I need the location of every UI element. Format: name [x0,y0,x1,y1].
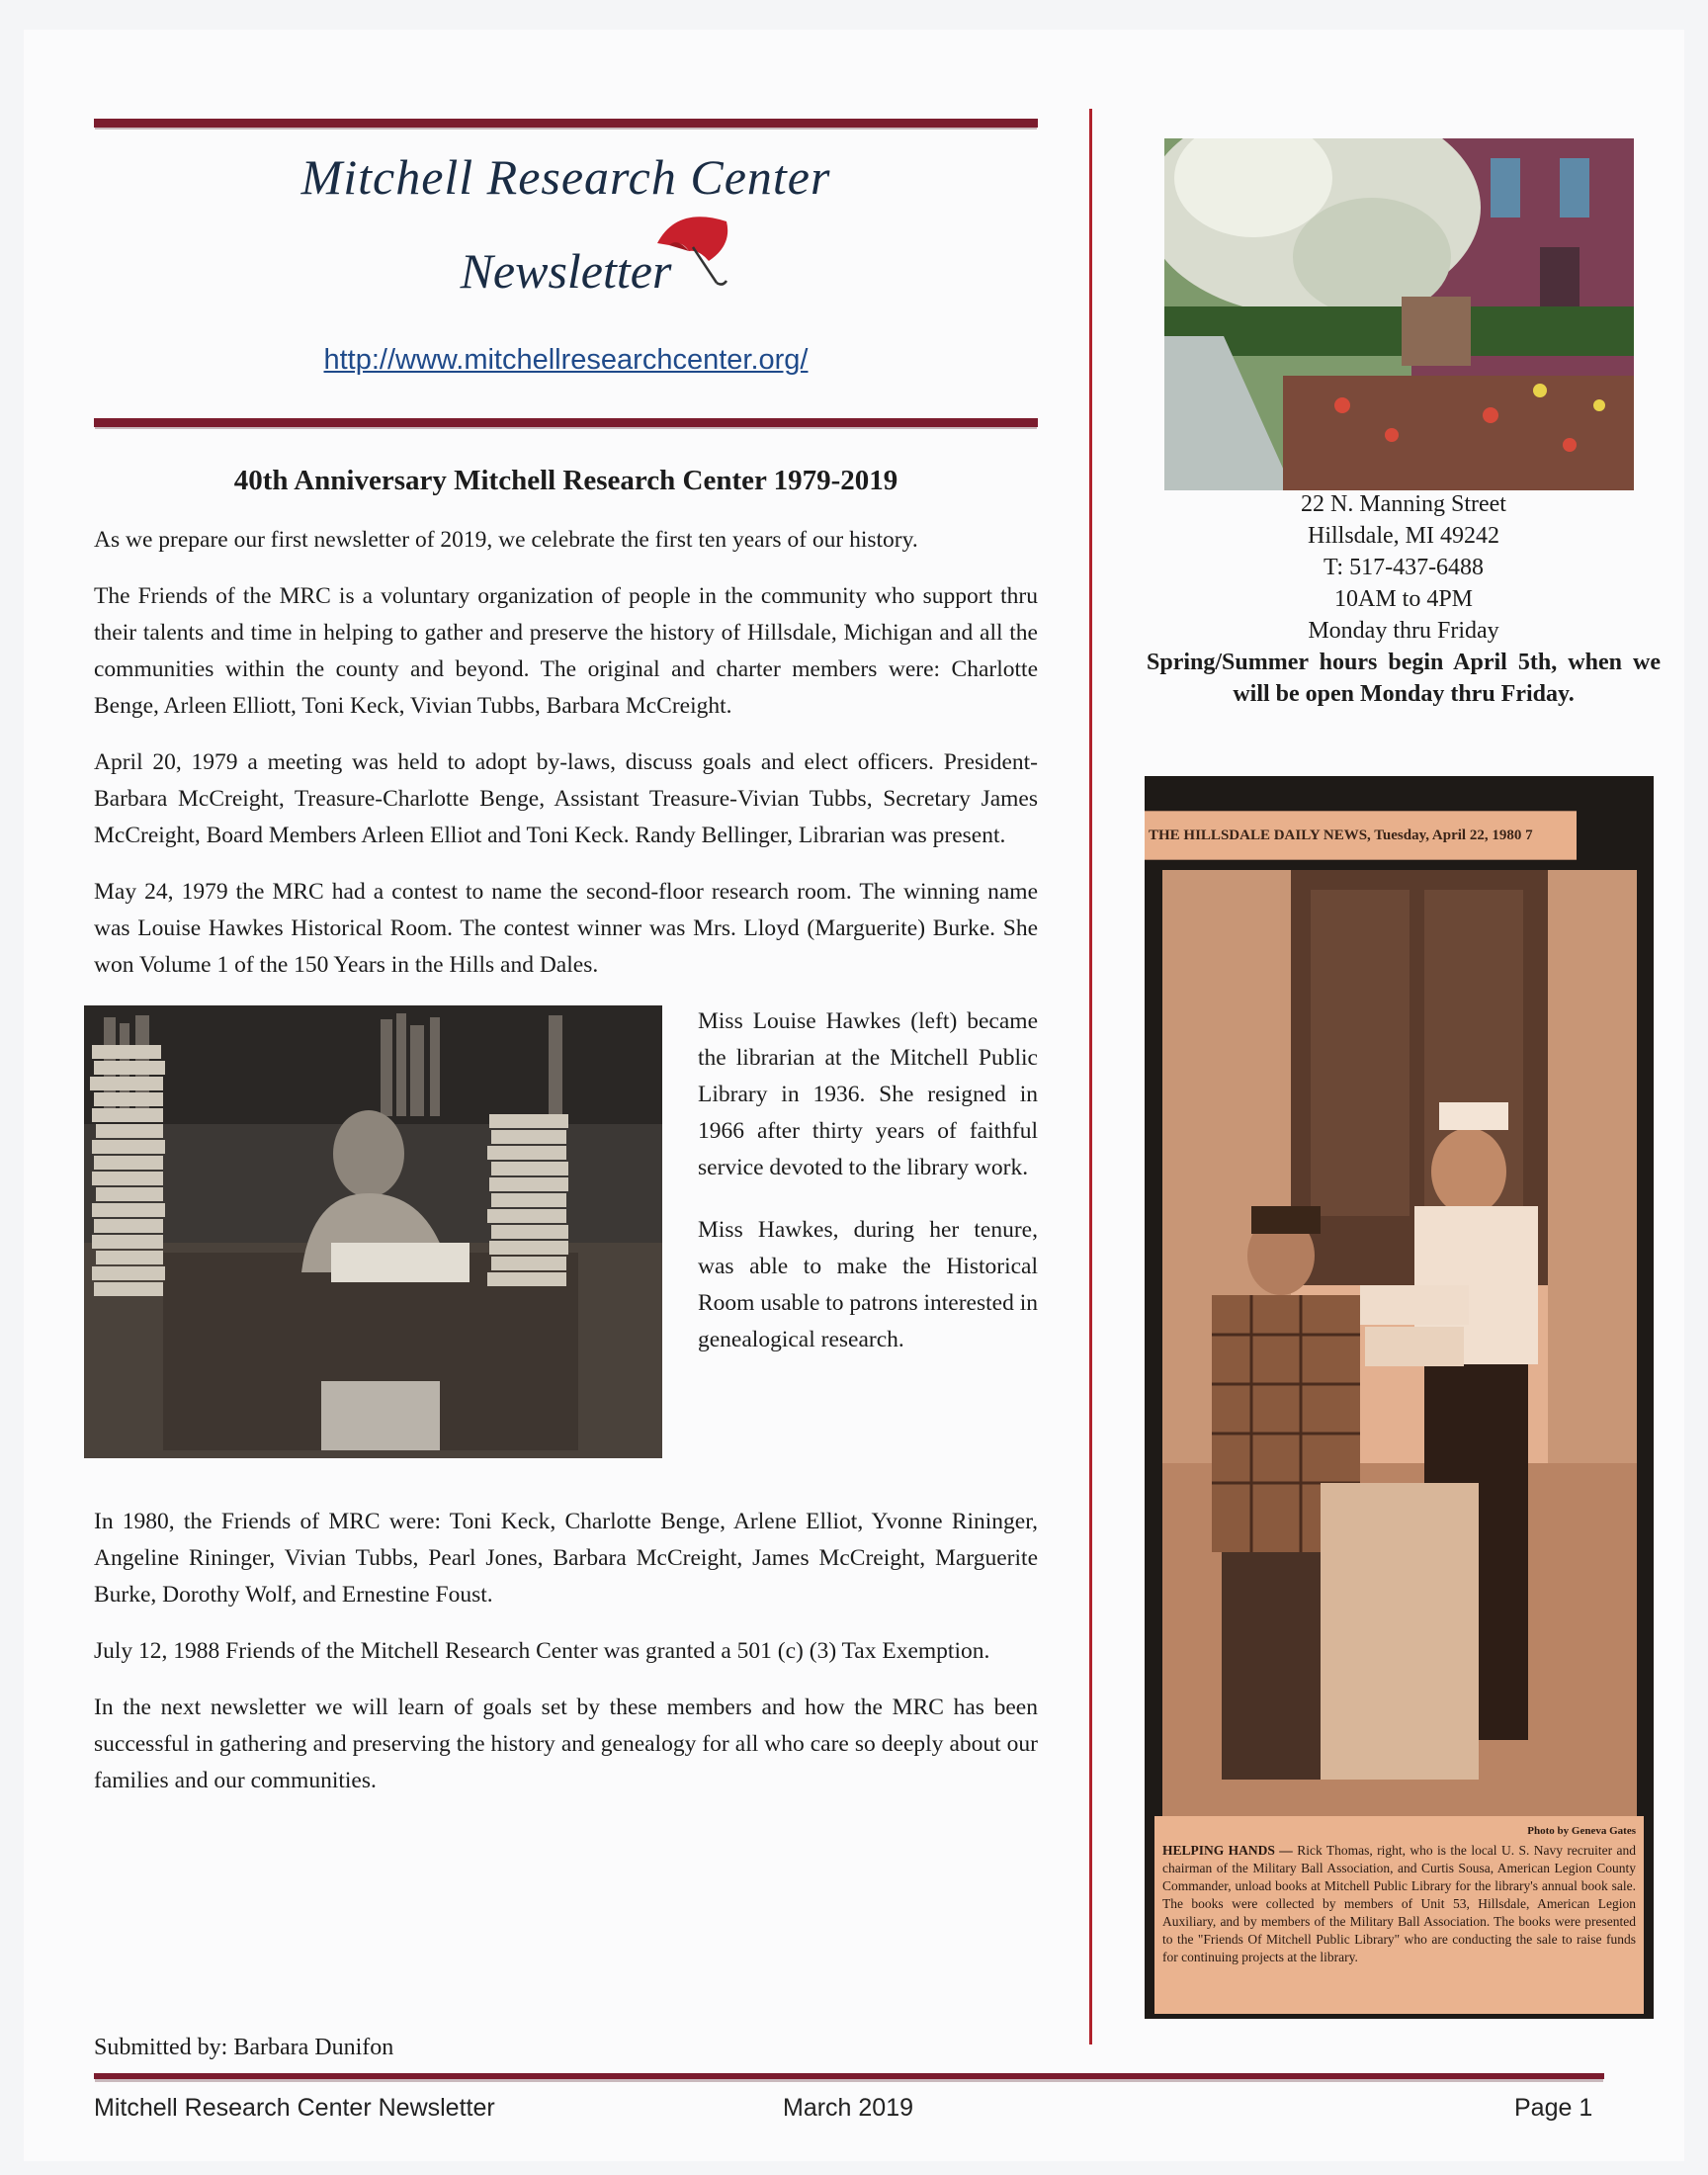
address-line2: Hillsdale, MI 49242 [1308,523,1499,549]
caption-paragraph: Miss Hawkes, during her tenure, was able to make the Historical Room usable to patrons interested in genealogical research. [698,1217,1038,1352]
clipping-photo [1162,870,1637,1816]
footer-left: Mitchell Research Center Newsletter [94,2094,495,2122]
librarian-photo-caption [698,1003,1038,1384]
column-divider [1089,109,1092,2044]
hours-note: Spring/Summer hours begin April 5th, when we will be open Monday thru Friday. [1147,650,1661,707]
masthead-title: Mitchell Research Center [300,149,831,205]
article-paragraph: May 24, 1979 the MRC had a contest to name the second-floor research room. The winning name was Louise Hawkes Historical Room. The contest winner was Mrs. Lloyd (Marguerite) Burke. She won Volume 1 of the 150 Years in the Hills and Dales. [94,879,1038,978]
article-paragraph: July 12, 1988 Friends of the Mitchell Research Center was granted a 501 (c) (3) Tax Exemption. [94,1638,990,1664]
clipping-caption [1154,1816,1644,2014]
newspaper-clipping [1145,776,1654,2019]
contact-info [1127,488,1680,710]
article-paragraph: The Friends of the MRC is a voluntary organization of people in the community who support thru their talents and time in helping to gather and preserve the history of Hillsdale, Michigan and all the communities within the county and beyond. The original and charter members were: Charlotte Benge, Arleen Elliott, Toni Keck, Vivian Tubbs, Barbara McCreight. [94,583,1038,719]
caption-body: Rick Thomas, right, who is the local U. S. Navy recruiter and chairman of the Military Ball Association, and Curtis Sousa, American Legion County Commander, unload books at Mitchell Public Library for the library's annual book sale. The books were collected by members of Unit 53, Hillsdale, American Legion Auxiliary, and by members of the Military Ball Association. The books were presented to the "Friends Of Mitchell Public Library" who are conducting the sale to raise funds for continuing projects at the library. [1162,1843,1636,1964]
footer-rule [94,2073,1604,2079]
article-paragraph: As we prepare our first newsletter of 2019, we celebrate the first ten years of our history. [94,527,918,553]
umbrella-icon [647,206,736,290]
website-link[interactable]: http://www.mitchellresearchcenter.org/ [323,344,809,376]
photo-credit: Photo by Geneva Gates [1527,1825,1636,1837]
address-line1: 22 N. Manning Street [1301,491,1506,517]
librarian-photo [84,1005,662,1458]
librarian-photo-block [94,1003,1038,1478]
footer-center: March 2019 [783,2094,914,2122]
building-photo [1164,138,1634,490]
article-paragraph: In the next newsletter we will learn of goals set by these members and how the MRC has been successful in gathering and preserving the history and genealogy for all who care so deeply about our families and our communities. [94,1695,1038,1793]
hours: 10AM to 4PM [1333,586,1474,612]
phone: T: 517-437-6488 [1323,555,1485,580]
submitted-by: Submitted by: Barbara Dunifon [94,2035,394,2060]
masthead-bottom-rule [94,418,1038,427]
article-headline: 40th Anniversary Mitchell Research Center 1979-2019 [233,465,898,496]
caption-lead: HELPING HANDS — [1162,1843,1293,1858]
days: Monday thru Friday [1308,618,1499,644]
article-paragraph: In 1980, the Friends of MRC were: Toni Keck, Charlotte Benge, Arlene Elliot, Yvonne Rininger, Angeline Rininger, Vivian Tubbs, Pearl Jones, Barbara McCreight, James McCreight, Marguerite Burke, Dorothy Wolf, and Ernestine Foust. [94,1509,1038,1608]
masthead-subtitle: Newsletter [460,243,672,299]
footer-page-number: Page 1 [1514,2094,1593,2122]
masthead-top-rule [94,119,1038,128]
clipping-header: THE HILLSDALE DAILY NEWS, Tuesday, April 22, 1980 7 [1145,811,1577,859]
caption-paragraph: Miss Louise Hawkes (left) became the librarian at the Mitchell Public Library in 1936. She resigned in 1966 after thirty years of faithful service devoted to the library work. [698,1008,1038,1180]
main-article [94,463,1038,1819]
article-paragraph: April 20, 1979 a meeting was held to adopt by-laws, discuss goals and elect officers. President-Barbara McCreight, Treasure-Charlotte Benge, Assistant Treasure-Vivian Tubbs, Secretary James McCreight, Board Members Arleen Elliot and Toni Keck. Randy Bellinger, Librarian was present. [94,749,1038,848]
